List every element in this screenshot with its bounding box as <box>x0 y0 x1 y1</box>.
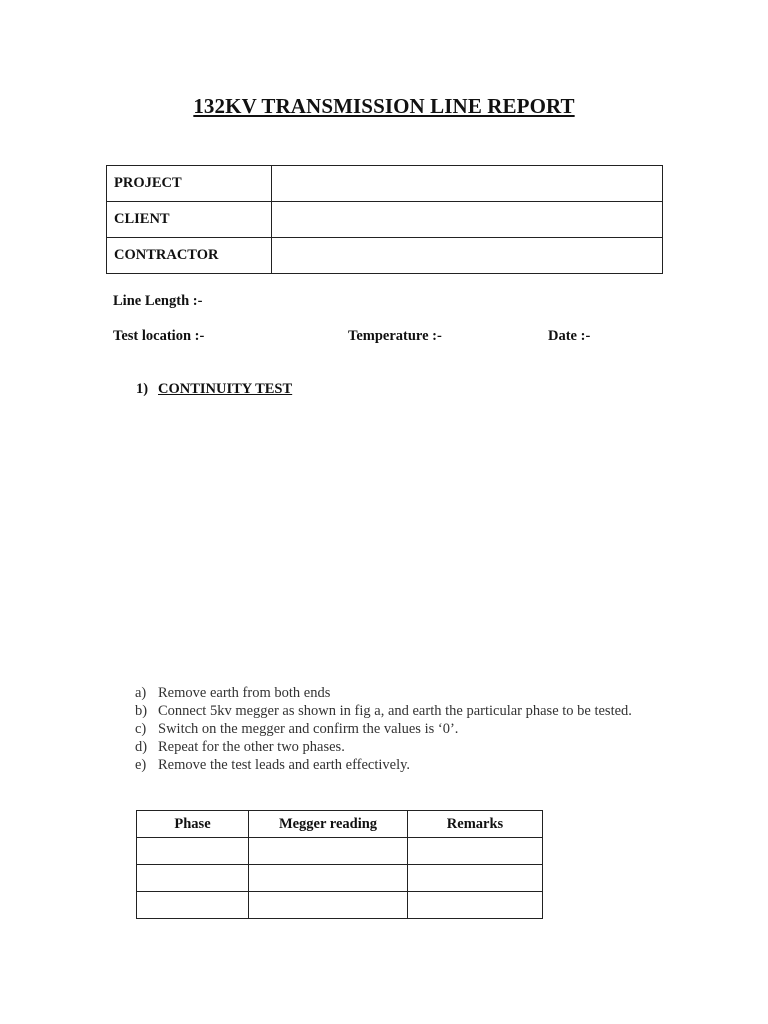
report-title: 132KV TRANSMISSION LINE REPORT <box>193 94 575 118</box>
remarks-header: Remarks <box>408 811 543 838</box>
table-row <box>137 838 543 865</box>
step-text: Switch on the megger and confirm the values is ‘0’. <box>158 721 459 737</box>
client-label: CLIENT <box>107 202 272 238</box>
table-row <box>107 202 663 238</box>
list-item <box>135 756 632 774</box>
project-info-table <box>106 165 663 274</box>
table-row <box>137 892 543 919</box>
table-cell <box>249 838 408 865</box>
client-value <box>272 202 663 238</box>
table-cell <box>137 838 249 865</box>
step-marker: b) <box>135 703 148 719</box>
project-value <box>272 166 663 202</box>
test-location-label: Test location :- <box>113 328 205 344</box>
table-row <box>137 865 543 892</box>
table-cell <box>249 865 408 892</box>
step-text: Remove the test leads and earth effectively. <box>158 757 411 773</box>
megger-reading-header: Megger reading <box>249 811 408 838</box>
phase-header: Phase <box>137 811 249 838</box>
list-item <box>135 720 632 738</box>
list-item <box>135 738 632 756</box>
section-title: CONTINUITY TEST <box>158 381 293 397</box>
table-cell <box>408 838 543 865</box>
table-row <box>107 238 663 274</box>
step-marker: d) <box>135 739 148 755</box>
list-item <box>135 702 632 720</box>
table-cell <box>137 865 249 892</box>
date-label: Date :- <box>548 328 591 344</box>
step-text: Connect 5kv megger as shown in fig a, and earth the particular phase to be tested. <box>158 703 632 719</box>
table-header-row <box>137 811 543 838</box>
table-cell <box>408 865 543 892</box>
table-cell <box>137 892 249 919</box>
contractor-label: CONTRACTOR <box>107 238 272 274</box>
megger-results-table <box>136 810 543 919</box>
table-cell <box>249 892 408 919</box>
step-marker: c) <box>135 721 147 737</box>
table-cell <box>408 892 543 919</box>
project-label: PROJECT <box>107 166 272 202</box>
step-text: Repeat for the other two phases. <box>158 739 345 755</box>
continuity-test-heading <box>136 381 292 398</box>
temperature-label: Temperature :- <box>348 328 442 344</box>
contractor-value <box>272 238 663 274</box>
step-marker: a) <box>135 685 147 701</box>
list-item <box>135 684 632 702</box>
section-number: 1) <box>136 381 149 397</box>
step-text: Remove earth from both ends <box>158 685 331 701</box>
step-marker: e) <box>135 757 147 773</box>
table-row <box>107 166 663 202</box>
line-length-label: Line Length :- <box>113 293 203 309</box>
procedure-steps <box>135 684 632 774</box>
